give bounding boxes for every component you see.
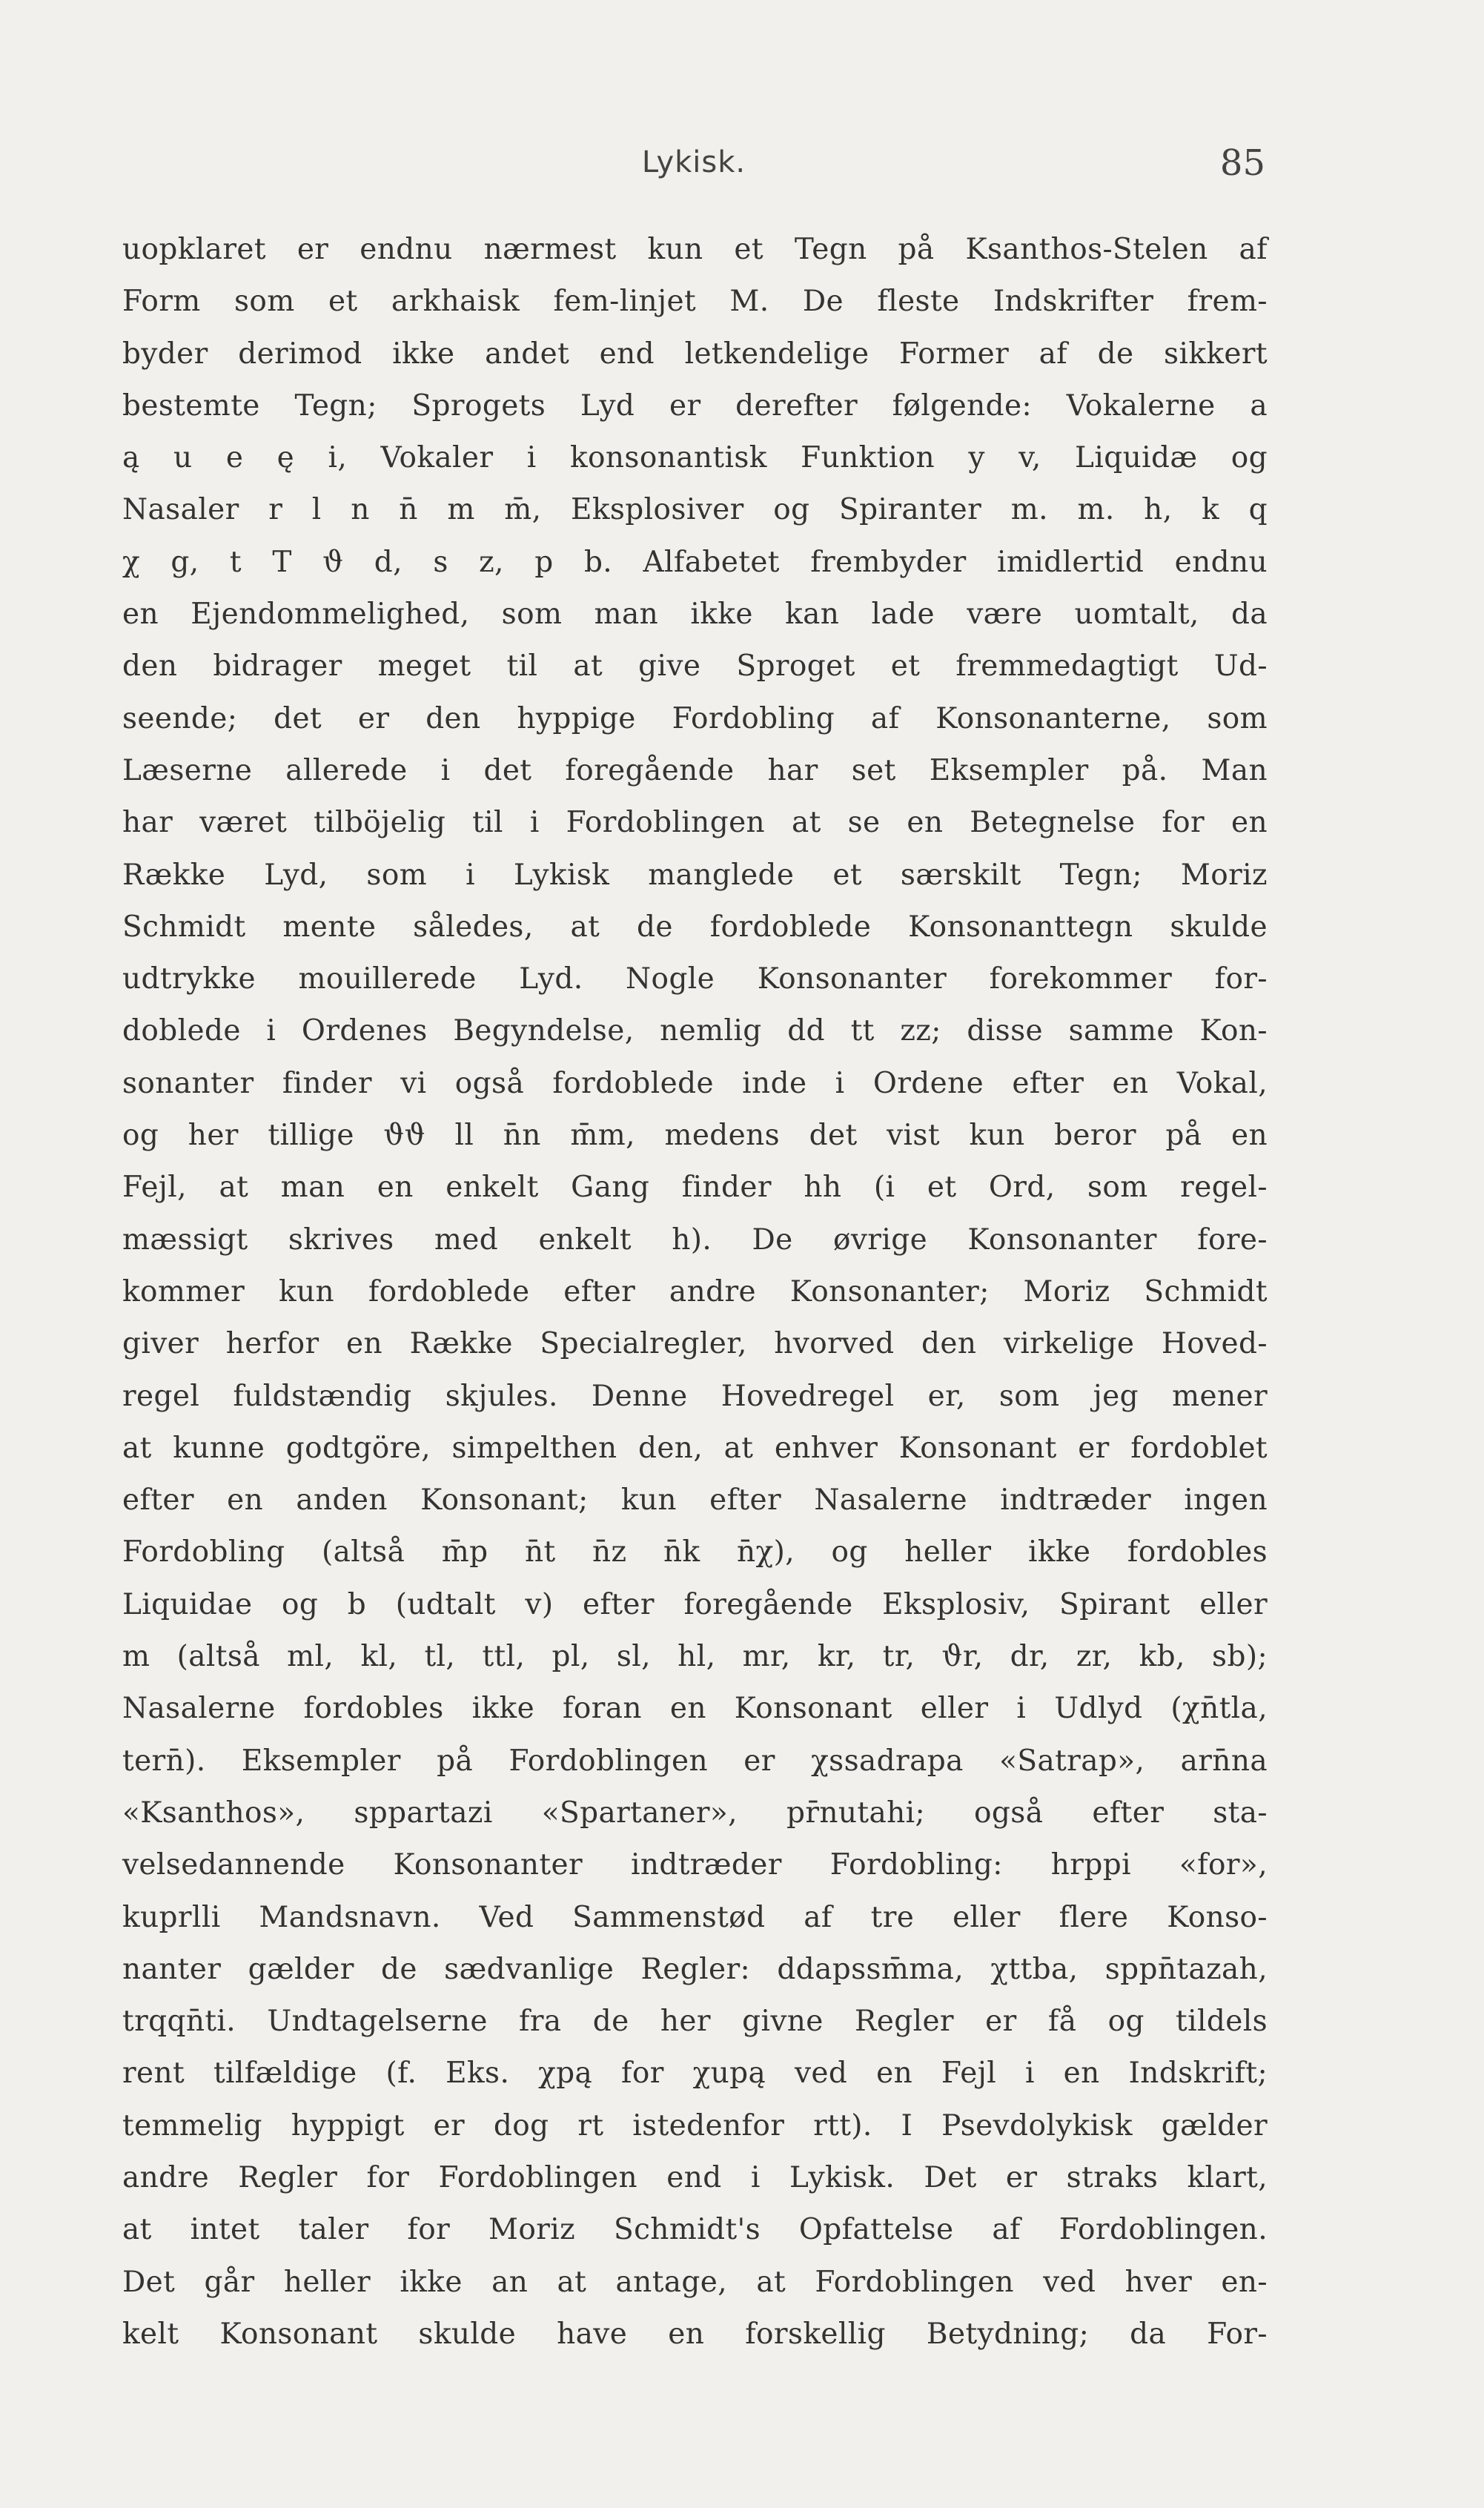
text-line: udtrykke mouillerede Lyd. Nogle Konsonanter forekommer for- <box>122 962 1268 996</box>
text-line: Nasaler r l n n̄ m m̄, Eksplosiver og Spiranter m. m. h, k q <box>122 493 1268 527</box>
text-line: byder derimod ikke andet end letkendelige Former af de sikkert <box>122 337 1268 371</box>
text-line: rent tilfældige (f. Eks. χpą for χupą ved en Fejl i en Indskrift; <box>122 2057 1268 2091</box>
text-line: bestemte Tegn; Sprogets Lyd er derefter følgende: Vokalerne a <box>122 388 1268 423</box>
page-number: 85 <box>1219 142 1265 184</box>
text-line: Fordobling (altså m̄p n̄t n̄z n̄k n̄χ), og heller ikke fordobles <box>122 1535 1268 1569</box>
text-line: Schmidt mente således, at de fordoblede Konsonanttegn skulde <box>122 910 1268 944</box>
text-line: velsedannende Konsonanter indtræder Fordobling: hrppi «for», <box>122 1848 1268 1882</box>
text-line: trqqn̄ti. Undtagelserne fra de her givne Regler er få og tildels <box>122 2005 1268 2039</box>
text-line: doblede i Ordenes Begyndelse, nemlig dd tt zz; disse samme Kon- <box>122 1014 1268 1048</box>
text-line: den bidrager meget til at give Sproget et fremmedagtigt Ud- <box>122 649 1268 684</box>
text-line: at intet taler for Moriz Schmidt's Opfattelse af Fordoblingen. <box>122 2213 1268 2247</box>
text-line: nanter gælder de sædvanlige Regler: ddapssm̄ma, χttba, sppn̄tazah, <box>122 1952 1268 1986</box>
text-line: at kunne godtgöre, simpelthen den, at enhver Konsonant er fordoblet <box>122 1431 1268 1465</box>
text-line: kommer kun fordoblede efter andre Konsonanter; Moriz Schmidt <box>122 1274 1268 1308</box>
text-line: Læserne allerede i det foregående har set Eksempler på. Man <box>122 753 1268 787</box>
text-line: temmelig hyppigt er dog rt istedenfor rtt). I Psevdolykisk gælder <box>122 2108 1268 2143</box>
text-line: Række Lyd, som i Lykisk manglede et særskilt Tegn; Moriz <box>122 858 1268 892</box>
text-line: giver herfor en Række Specialregler, hvorved den virkelige Hoved- <box>122 1327 1268 1361</box>
body-text <box>122 224 1268 2360</box>
text-line: mæssigt skrives med enkelt h). De øvrige Konsonanter fore- <box>122 1222 1268 1257</box>
text-line: Form som et arkhaisk fem-linjet M. De fleste Indskrifter frem- <box>122 285 1268 319</box>
text-line: Det går heller ikke an at antage, at Fordoblingen ved hver en- <box>122 2265 1268 2299</box>
text-line: ą u e ę i, Vokaler i konsonantisk Funktion y v, Liquidæ og <box>122 441 1268 475</box>
text-line: seende; det er den hyppige Fordobling af Konsonanterne, som <box>122 701 1268 735</box>
text-line: kuprlli Mandsnavn. Ved Sammenstød af tre eller flere Konso- <box>122 1900 1268 1934</box>
text-line: Fejl, at man en enkelt Gang finder hh (i et Ord, som regel- <box>122 1171 1268 1205</box>
text-line: en Ejendommelighed, som man ikke kan lade være uomtalt, da <box>122 598 1268 632</box>
text-line: Nasalerne fordobles ikke foran en Konsonant eller i Udlyd (χn̄tla, <box>122 1692 1268 1726</box>
text-line: Liquidae og b (udtalt v) efter foregående Eksplosiv, Spirant eller <box>122 1587 1268 1621</box>
text-line: uopklaret er endnu nærmest kun et Tegn på Ksanthos-Stelen af <box>122 233 1268 266</box>
text-line: χ g, t T ϑ d, s z, p b. Alfabetet frembyder imidlertid endnu <box>122 545 1268 579</box>
running-head <box>122 142 1265 190</box>
text-line: efter en anden Konsonant; kun efter Nasalerne indtræder ingen <box>122 1483 1268 1518</box>
text-line: har været tilböjelig til i Fordoblingen at se en Betegnelse for en <box>122 806 1268 840</box>
text-line: og her tillige ϑϑ ll n̄n m̄m, medens det vist kun beror på en <box>122 1119 1268 1153</box>
text-line: kelt Konsonant skulde have en forskellig Betydning; da For- <box>122 2317 1268 2351</box>
text-line: tern̄). Eksempler på Fordoblingen er χssadrapa «Satrap», arn̄na <box>122 1744 1268 1778</box>
running-title: Lykisk. <box>641 145 746 179</box>
text-line: andre Regler for Fordoblingen end i Lykisk. Det er straks klart, <box>122 2160 1268 2194</box>
text-line: «Ksanthos», sppartazi «Spartaner», pr̄nutahi; også efter sta- <box>122 1796 1268 1830</box>
text-line: sonanter finder vi også fordoblede inde i Ordene efter en Vokal, <box>122 1066 1268 1100</box>
text-line: m (altså ml, kl, tl, ttl, pl, sl, hl, mr, kr, tr, ϑr, dr, zr, kb, sb); <box>122 1640 1268 1674</box>
text-line: regel fuldstændig skjules. Denne Hovedregel er, som jeg mener <box>122 1379 1268 1413</box>
